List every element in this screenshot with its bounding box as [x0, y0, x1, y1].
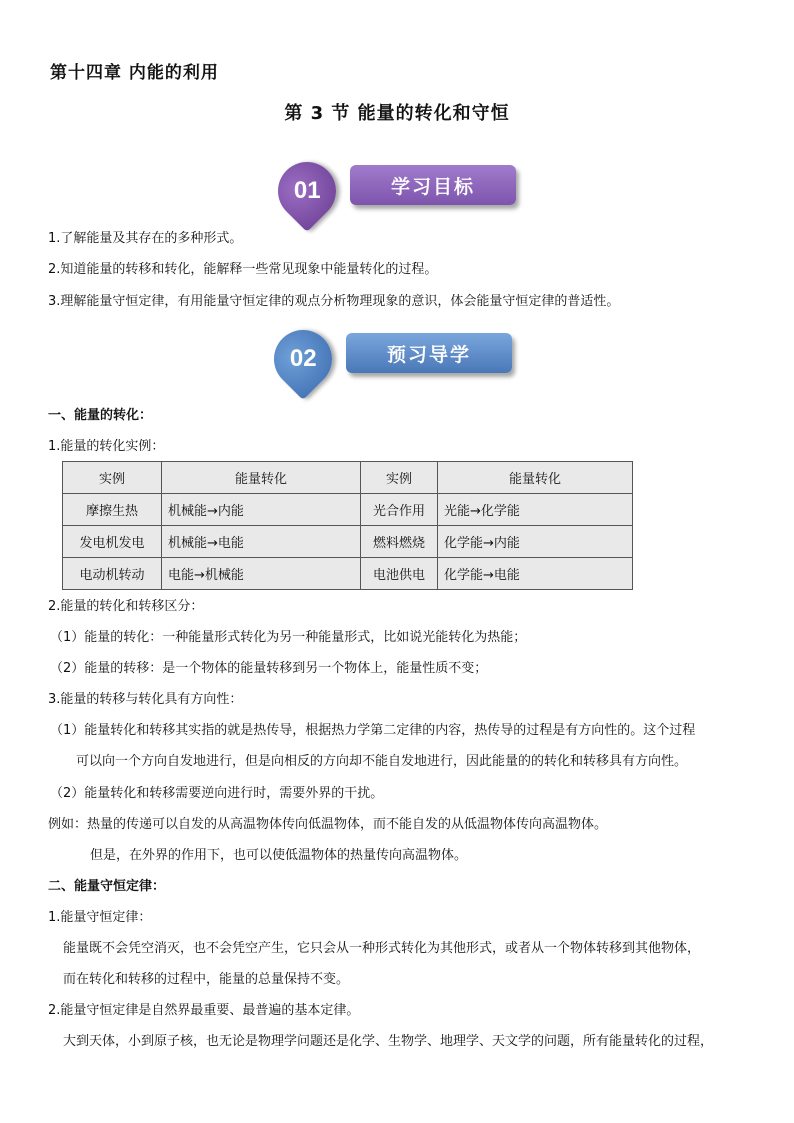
table-header-cell: 实例 [361, 462, 438, 494]
table-header-cell: 实例 [63, 462, 162, 494]
part2-item2-text-1: 大到天体，小到原子核，也无论是物理学问题还是化学、生物学、地理学、天文学的问题，所有能量转化的过程， [63, 1034, 714, 1049]
part1-heading: 一、能量的转化： [48, 408, 153, 423]
table-cell: 光合作用 [361, 494, 438, 526]
table-cell: 电动机转动 [63, 558, 162, 590]
part1-item3: 3.能量的转移与转化具有方向性： [48, 692, 243, 707]
banner-number-badge: 01 [266, 150, 348, 232]
part2-item1-text-1: 能量既不会凭空消灭，也不会凭空产生，它只会从一种形式转化为其他形式，或者从一个物体转移到其他物体， [63, 941, 701, 956]
part1-example-2: 但是，在外界的作用下，也可以使低温物体的热量传向高温物体。 [90, 848, 468, 863]
table-cell: 发电机发电 [63, 526, 162, 558]
table-cell: 化学能→内能 [438, 526, 633, 558]
part1-item2-a: （1）能量的转化：一种能量形式转化为另一种能量形式，比如说光能转化为热能； [50, 630, 527, 645]
part1-item3-a1: （1）能量转化和转移其实指的就是热传导，根据热力学第二定律的内容，热传导的过程是有方向性的。这个过程 [50, 723, 696, 738]
part2-item1-text-2: 而在转化和转移的过程中，能量的总量保持不变。 [63, 972, 350, 987]
banner-label: 学习目标 [350, 165, 516, 205]
energy-conversion-table [62, 461, 633, 590]
goal-2: 2.知道能量的转移和转化，能解释一些常见现象中能量转化的过程。 [48, 262, 438, 277]
part2-heading: 二、能量守恒定律： [48, 879, 166, 894]
table-cell: 燃料燃烧 [361, 526, 438, 558]
part2-item1: 1.能量守恒定律： [48, 910, 152, 925]
section-title: 第 3 节 能量的转化和守恒 [284, 103, 510, 124]
banner-label: 预习导学 [346, 333, 512, 373]
table-cell: 机械能→内能 [162, 494, 361, 526]
chapter-title: 第十四章 内能的利用 [50, 63, 219, 83]
table-cell: 化学能→电能 [438, 558, 633, 590]
table-header-row [63, 462, 633, 494]
part2-item2: 2.能量守恒定律是自然界最重要、最普遍的基本定律。 [48, 1003, 360, 1018]
part1-example-1: 例如：热量的传递可以自发的从高温物体传向低温物体，而不能自发的从低温物体传向高温物体。 [48, 817, 608, 832]
goal-1: 1.了解能量及其存在的多种形式。 [48, 231, 243, 246]
table-row [63, 558, 633, 590]
table-cell: 机械能→电能 [162, 526, 361, 558]
goal-3: 3.理解能量守恒定律，有用能量守恒定律的观点分析物理现象的意识，体会能量守恒定律的普适性。 [48, 294, 620, 309]
part1-item2-b: （2）能量的转移：是一个物体的能量转移到另一个物体上，能量性质不变； [50, 661, 488, 676]
part1-item2: 2.能量的转化和转移区分： [48, 599, 204, 614]
part1-item3-a2: 可以向一个方向自发地进行，但是向相反的方向却不能自发地进行，因此能量的的转化和转移具有方向性。 [76, 754, 688, 769]
part1-item1: 1.能量的转化实例： [48, 439, 165, 454]
part1-item3-b: （2）能量转化和转移需要逆向进行时，需要外界的干扰。 [50, 786, 384, 801]
table-cell: 电池供电 [361, 558, 438, 590]
banner-number-badge: 02 [262, 318, 344, 400]
table-header-cell: 能量转化 [162, 462, 361, 494]
table-cell: 光能→化学能 [438, 494, 633, 526]
table-cell: 摩擦生热 [63, 494, 162, 526]
table-row [63, 526, 633, 558]
table-header-cell: 能量转化 [438, 462, 633, 494]
table-row [63, 494, 633, 526]
table-cell: 电能→机械能 [162, 558, 361, 590]
